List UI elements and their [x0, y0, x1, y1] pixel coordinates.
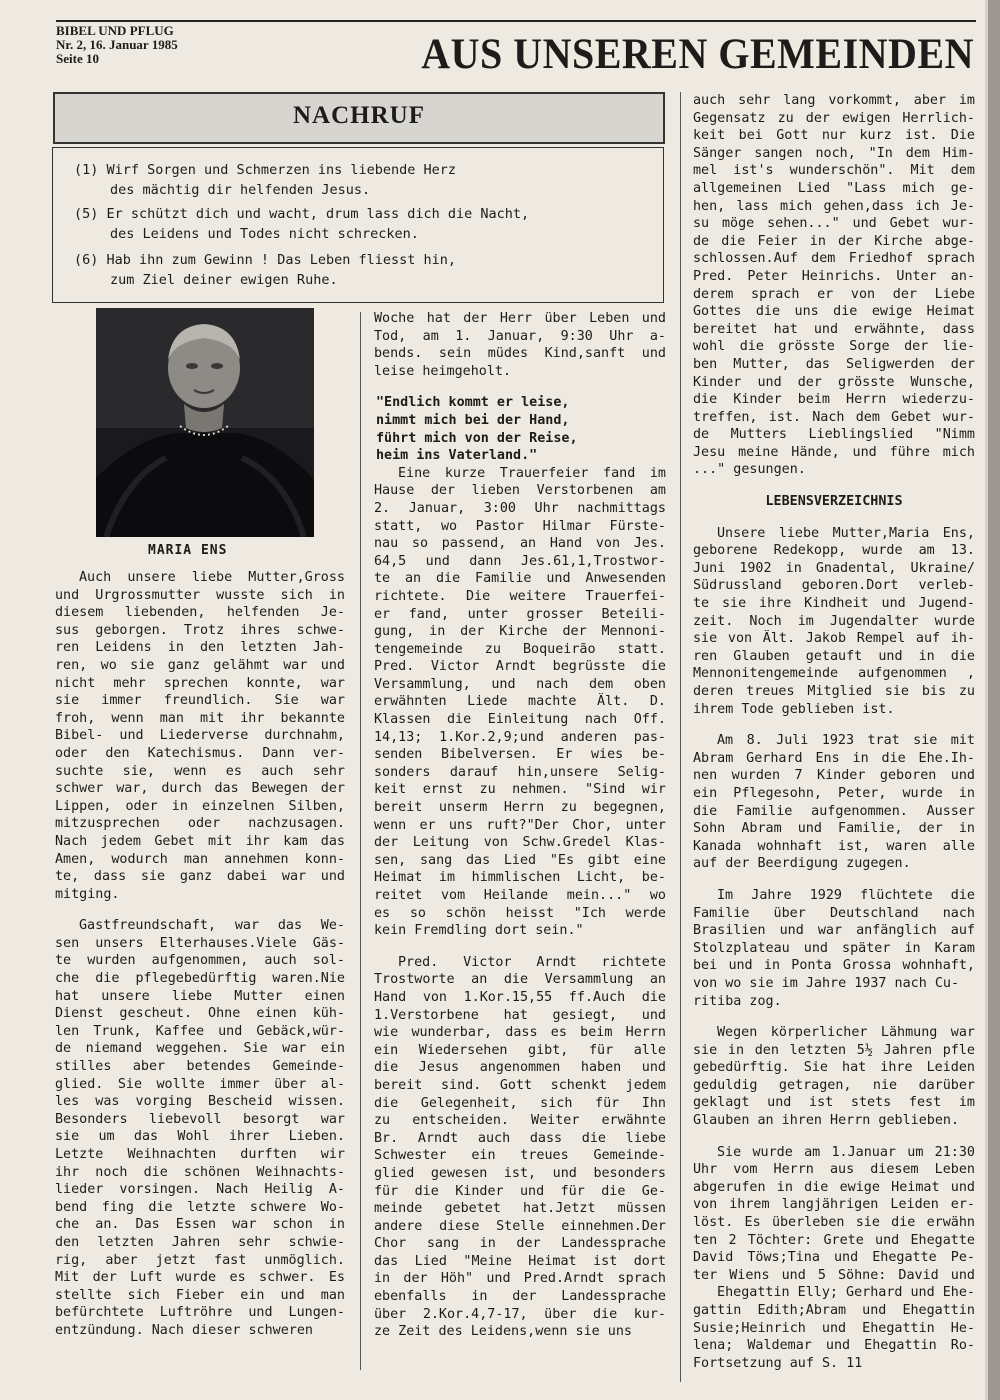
text-line: mel ist's wunderschön". Mit dem	[693, 163, 975, 179]
text-line: Sänger sangen noch, "In dem Him-	[693, 145, 975, 161]
text-line: ter Wiens und 5 Söhne: David und	[693, 1267, 975, 1283]
text-line: de die Feier in der Kirche abge-	[693, 233, 975, 249]
text-line: richtete. Die weitere Trauerfei-	[374, 588, 666, 604]
text-line: Fortsetzung auf S. 11	[693, 1355, 863, 1371]
verse-line: des Leidens und Todes nicht schrecken.	[110, 226, 419, 242]
paragraph-gap	[693, 1130, 975, 1144]
text-line: nen wurden 7 Kinder geboren und	[693, 768, 975, 784]
text-line: in der Höh" und Pred.Arndt sprach	[374, 1271, 666, 1287]
text-line: Pred. Victor Arndt richtete	[398, 954, 666, 970]
text-line: sonders darauf hin,unsere Selig-	[374, 764, 666, 780]
text-line: ..." gesungen.	[693, 462, 806, 478]
text-line: lieder vorsingen. Nach Heilig A-	[55, 1182, 345, 1198]
text-line: de Mutters Lieblingslied "Nimm	[693, 427, 975, 443]
text-line: auf der Beerdigung zugegen.	[693, 856, 911, 872]
text-line: allgemeinen Lied "Lass mich ge-	[693, 180, 975, 196]
text-line: Nach jedem Gebet mit ihr kam das	[55, 833, 345, 849]
text-line: suchte sie, wenn es auch sehr	[55, 763, 345, 779]
text-line: geklagt und ist stets fest im	[693, 1095, 975, 1111]
text-line: treffen, ist. Nach dem Gebet wur-	[693, 409, 975, 425]
text-line: andere diese Stelle einnehmen.Der	[374, 1218, 666, 1234]
text-line: es so schön heisst "Ich werde	[374, 905, 666, 921]
text-line: Mit der Luft wurde es schwer. Es	[55, 1270, 345, 1286]
text-line: ein Wiedersehen gibt, für alle	[374, 1042, 666, 1058]
text-line: Chor sang in der Landessprache	[374, 1236, 666, 1252]
text-line: froh, wenn man mit ihr bekannte	[55, 710, 345, 726]
text-line: ren Glauben getauft und in die	[693, 648, 975, 664]
text-line: Versammlung, und nach dem oben	[374, 676, 666, 692]
text-line: führt mich von der Reise,	[376, 430, 578, 446]
nachruf-title: NACHRUF	[293, 102, 425, 129]
text-line: er fand, unter grosser Beteili-	[374, 606, 666, 622]
verse-line: (1) Wirf Sorgen und Schmerzen ins liebende Herz	[74, 162, 457, 178]
text-line: David Töws;Tina und Ehegatte Pe-	[693, 1250, 975, 1266]
text-line: glied. Sie wollte immer über al-	[55, 1076, 345, 1092]
text-line: Sohn Abram und Familie, der in	[693, 821, 975, 837]
text-line: Susie;Heinrich und Ehegattin He-	[693, 1320, 975, 1336]
text-line: Schwester ein treues Gemeinde-	[374, 1148, 666, 1164]
text-line: bereitet hat und erwähnte, dass	[693, 321, 975, 337]
portrait-photo	[96, 308, 314, 537]
text-line: Eine kurze Trauerfeier fand im	[398, 465, 666, 481]
text-line: heim ins Vaterland."	[376, 448, 538, 464]
text-line: ebenfalls in der Landessprache	[374, 1289, 666, 1305]
text-line: nicht mehr sprechen konnte, war	[55, 675, 345, 691]
text-line: Sie wurde am 1.Januar um 21:30	[717, 1144, 975, 1160]
text-line: löst. Es überleben sie die erwähn	[693, 1215, 975, 1231]
text-line: diesem liebenden, helfenden Je-	[55, 605, 345, 621]
text-line: bend fing die letzte schwere Wo-	[55, 1199, 345, 1215]
text-line: wohl die grösste Sorge der lie-	[693, 339, 975, 355]
text-line: meinde gebetet hat.Jetzt müssen	[374, 1201, 666, 1217]
page-number: Seite 10	[56, 51, 99, 66]
text-line: nau so passend, an Hand von Jes.	[374, 536, 666, 552]
text-line: geduldig getragen, nie darüber	[693, 1077, 975, 1093]
text-line: su möge sehen..." und Gebet wur-	[693, 216, 975, 232]
column-divider	[360, 312, 361, 1370]
text-line: geborene Redekopp, wurde am 13.	[693, 543, 975, 559]
header-rule	[56, 20, 976, 22]
verse-line: (6) Hab ihn zum Gewinn ! Das Leben fliesst hin,	[74, 252, 457, 268]
text-column-2	[374, 310, 666, 1341]
text-line: abgerufen in die ewige Heimat und	[693, 1179, 975, 1195]
text-line: te wurden aufgenommen, auch sol-	[55, 953, 345, 969]
text-line: reitet vom Heilande mein..." wo	[374, 888, 666, 903]
text-line: Stolzplateau und später in Karam	[693, 940, 975, 956]
text-line: oder den Katechismus. Dann ver-	[55, 745, 345, 761]
text-line: zeit. Noch im Jugendalter wurde	[693, 613, 975, 629]
text-line: Familie über Deutschland nach	[693, 905, 975, 921]
text-line: ren Leidens in den letzten Jah-	[55, 640, 345, 656]
publication-name: BIBEL UND PFLUG	[56, 23, 174, 38]
text-line: sie um das Wohl ihrer Lieben.	[55, 1129, 345, 1145]
column-divider	[680, 92, 681, 1382]
text-line: stilles aber betendes Gemeinde-	[55, 1059, 345, 1075]
hymn-verse	[74, 250, 456, 290]
text-line: gebedürftig. Sie hat ihre Leiden	[693, 1060, 975, 1076]
verse-line: zum Ziel deiner ewigen Ruhe.	[110, 272, 338, 288]
text-line: ein Pflegesohn, Peter, wurde in	[693, 785, 975, 801]
text-line: Klassen die Einleitung nach Off.	[374, 712, 666, 728]
text-line: bereit unserm Herrn zu begegnen,	[374, 800, 666, 816]
text-line: te sie ihre Kindheit und Jugend-	[693, 596, 975, 612]
text-line: über 2.Kor.4,7-17, über die kur-	[374, 1306, 666, 1322]
text-line: Südrussland geboren.Dort verleb-	[693, 578, 975, 594]
text-line: leise heimgeholt.	[374, 363, 512, 379]
text-line: rig, aber jetzt fast unmöglich.	[55, 1252, 345, 1268]
text-line: glied gewesen ist, und besonders	[374, 1165, 666, 1181]
text-line: senden Bibelversen. Er wies be-	[374, 747, 666, 763]
text-line: sen unsers Elterhauses.Viele Gäs-	[55, 935, 345, 951]
issue-info: Nr. 2, 16. Januar 1985	[56, 37, 178, 52]
paragraph-gap	[693, 1010, 975, 1024]
text-line: Im Jahre 1929 flüchtete die	[717, 887, 975, 903]
text-line: hen, lass mich gehen,dass ich Je-	[693, 198, 975, 214]
text-column-3	[693, 92, 975, 1372]
text-line: nimmt mich bei der Hand,	[376, 412, 570, 428]
text-line: Am 8. Juli 1923 trat sie mit	[717, 733, 975, 749]
text-line: Auch unsere liebe Mutter,Gross	[79, 570, 345, 585]
paragraph-gap	[693, 479, 975, 493]
text-line: das Lied "Meine Heimat ist dort	[374, 1253, 666, 1269]
text-line: ren, wo sie ganz gelähmt war und	[55, 657, 345, 673]
text-line: Juni 1902 in Gnadental, Ukraine/	[693, 560, 975, 576]
text-line: keit bei Gott nur kurz ist. Die	[693, 128, 975, 144]
text-line: die Gelegenheit, sich für Ihn	[374, 1095, 666, 1111]
text-line: Trostworte an die Versammlung an	[374, 972, 666, 988]
text-line: ben Mutter, das Seligwerden der	[693, 356, 975, 372]
text-line: sie in den letzten 5½ Jahren pfle	[693, 1042, 975, 1058]
text-line: Letzte Weihnachten durften wir	[55, 1147, 345, 1162]
text-line: 14,13; 1.Kor.2,9;und anderen pas-	[374, 729, 666, 745]
text-line: Gottes die uns die ewige Heimat	[693, 304, 975, 320]
text-line: Dienst gescheut. Ohne einen küh-	[55, 1006, 345, 1022]
text-line: bends. sein müdes Kind,sanft und	[374, 346, 666, 362]
hymn-verse	[74, 204, 529, 244]
paragraph-gap	[374, 380, 666, 394]
text-line: les was vorging Bescheid wissen.	[55, 1094, 345, 1110]
text-line: tengemeinde zu Boqueirão statt.	[374, 641, 666, 657]
text-line: Heimat im himmlischen Licht, be-	[374, 870, 666, 886]
text-line: und Urgrossmutter wusste sich in	[55, 587, 345, 603]
text-line: für die Kinder und für die Ge-	[374, 1183, 666, 1199]
text-line: len Trunk, Kaffee und Gebäck,wür-	[55, 1023, 345, 1039]
text-line: die Kinder beim Herrn wiederzu-	[693, 392, 975, 408]
text-line: te an die Familie und Anwesenden	[374, 571, 666, 587]
text-line: 2. Januar, 3:00 Uhr nachmittags	[374, 500, 666, 516]
text-line: Jesu meine Hände, und führe mich	[693, 444, 975, 460]
text-line: bereit sind. Gott schenkt jedem	[374, 1077, 666, 1093]
text-line: von wo sie im Jahre 1937 nach Cu-	[693, 975, 960, 991]
paragraph-gap	[374, 940, 666, 954]
text-line: ihrem Tode geblieben ist.	[693, 701, 895, 717]
paragraph-gap	[693, 511, 975, 525]
text-line: Gegensatz zu der ewigen Herrlich-	[693, 110, 975, 126]
text-line: Mennonitengemeinde aufgenommen ,	[693, 666, 975, 682]
nachruf-title-box	[53, 92, 665, 144]
text-line: deren treues Mitglied sie bis zu	[693, 684, 975, 699]
text-line: schwer war, durch das Bewegen der	[55, 781, 345, 797]
paragraph-gap	[693, 718, 975, 732]
text-column-1	[55, 569, 345, 1340]
text-line: Hause der lieben Verstorbenen am	[374, 483, 666, 499]
text-line: 64,5 und dann Jes.61,1,Trostwor-	[374, 553, 666, 569]
text-line: Ehegattin Elly; Gerhard und Ehe-	[717, 1285, 975, 1301]
text-line: Kinder und der grösste Wunsche,	[693, 374, 975, 390]
text-line: schlossen.Auf dem Friedhof sprach	[693, 251, 975, 267]
text-line: wenn er uns ruft?"Der Chor, unter	[374, 817, 666, 833]
text-line: Bibel- und Liederverse durchnahm,	[55, 728, 345, 744]
text-line: Besonders liebevoll besorgt war	[55, 1111, 345, 1127]
text-line: zu entscheiden. Weiter erwähnte	[374, 1113, 666, 1129]
text-line: Wegen körperlicher Lähmung war	[717, 1025, 975, 1041]
text-line: Uhr vom Herrn aus diesem Leben	[693, 1162, 975, 1178]
text-line: erwähnten Liede machte Ält. D.	[374, 694, 666, 710]
text-line: sen, sang das Lied "Es gibt eine	[374, 852, 666, 868]
text-line: Gastfreundschaft, war das We-	[79, 918, 345, 934]
text-line: mitging.	[55, 886, 120, 902]
text-line: Tod, am 1. Januar, 9:30 Uhr a-	[374, 328, 666, 344]
text-line: gung, in der Kirche der Mennoni-	[374, 624, 666, 640]
text-line: derem sprach er von der Liebe	[693, 286, 975, 302]
text-line: te, dass sie ganz dabei war und	[55, 869, 345, 885]
text-line: Brasilien und war anfänglich auf	[693, 923, 975, 939]
text-line: lena; Waldemar und Ehegattin Ro-	[693, 1338, 975, 1354]
text-line: ihr noch die schönen Weihnachts-	[55, 1164, 345, 1180]
text-line: ten 2 Töchter: Grete und Ehegatte	[693, 1232, 975, 1248]
text-line: Br. Arndt auch dass die liebe	[374, 1130, 666, 1146]
text-line: Hand von 1.Kor.15,55 ff.Auch die	[374, 989, 666, 1005]
text-line: gattin Edith;Abram und Ehegattin	[693, 1303, 975, 1318]
text-line: sus geborgen. Trotz ihres schwe-	[55, 622, 345, 638]
text-line: den letzten Jahren sehr schwie-	[55, 1234, 345, 1250]
text-line: Kanada wohnhaft ist, waren alle	[693, 838, 975, 854]
text-line: mitzusprechen oder nachzusagen.	[55, 816, 345, 832]
page-edge	[988, 0, 1000, 1400]
text-line: von ihrem langjährigen Leiden er-	[693, 1197, 975, 1213]
text-line: Glauben an ihren Herrn geblieben.	[693, 1113, 960, 1129]
text-line: sie immer freundlich. Sie war	[55, 693, 345, 709]
text-line: ritiba zog.	[693, 993, 782, 1009]
text-line: Lippen, oder in einzelnen Silben,	[55, 798, 345, 814]
text-line: de niemand weggehen. Sie war ein	[55, 1041, 345, 1057]
text-line: sie von Ält. Jakob Rempel auf ih-	[693, 631, 975, 647]
text-line: che die pflegebedürftig waren.Nie	[55, 971, 345, 987]
text-line: befürchtete Luftröhre und Lungen-	[55, 1305, 345, 1321]
text-line: Abram Gerhard Ens in die Ehe.Ih-	[693, 750, 975, 766]
text-line: Pred. Peter Heinrichs. Unter an-	[693, 268, 975, 284]
text-line: die Familie aufgenommen. Ausser	[693, 803, 975, 819]
section-title: AUS UNSEREN GEMEINDEN	[421, 29, 974, 78]
hymn-verse	[74, 160, 456, 200]
text-line: entzündung. Nach dieser schweren	[55, 1322, 313, 1338]
text-line: Woche hat der Herr über Leben und	[374, 311, 666, 326]
text-line: kein Fremdling dort sein."	[374, 923, 584, 939]
text-line: che an. Das Essen war schon in	[55, 1217, 345, 1233]
paragraph-gap	[55, 903, 345, 917]
text-line: die Jesus angenommen haben und	[374, 1060, 666, 1076]
text-line: bei und in Ponta Grossa wohnhaft,	[693, 958, 975, 974]
text-line: 1.Verstorbene hat gesiegt, und	[374, 1007, 666, 1023]
text-line: Amen, wodurch man annehmen konn-	[55, 851, 345, 867]
text-line: statt, wo Pastor Hilmar Fürste-	[374, 518, 666, 534]
photo-caption: MARIA ENS	[148, 543, 228, 558]
text-line: Pred. Victor Arndt begrüsste die	[374, 659, 666, 675]
section-heading: LEBENSVERZEICHNIS	[765, 494, 903, 510]
header-meta	[56, 24, 178, 66]
portrait-image	[96, 308, 314, 537]
text-line: der Leitung von Schw.Gredel Klas-	[374, 835, 666, 851]
text-line: Unsere liebe Mutter,Maria Ens,	[717, 525, 975, 541]
text-line: stellte sich Fieber ein und man	[55, 1287, 345, 1303]
text-line: "Endlich kommt er leise,	[376, 395, 570, 411]
text-line: keit ernst zu nehmen. "Sind wir	[374, 782, 666, 798]
paragraph-gap	[693, 873, 975, 887]
text-line: ze Zeit des Leidens,wenn sie uns	[374, 1324, 632, 1340]
text-line: wie wunderbar, dass es beim Herrn	[374, 1025, 666, 1041]
verse-line: (5) Er schützt dich und wacht, drum lass dich die Nacht,	[74, 206, 530, 222]
text-line: auch sehr lang vorkommt, aber im	[693, 93, 975, 108]
text-line: hat unsere liebe Mutter einen	[55, 988, 345, 1004]
verse-line: des mächtig dir helfenden Jesus.	[110, 182, 371, 198]
